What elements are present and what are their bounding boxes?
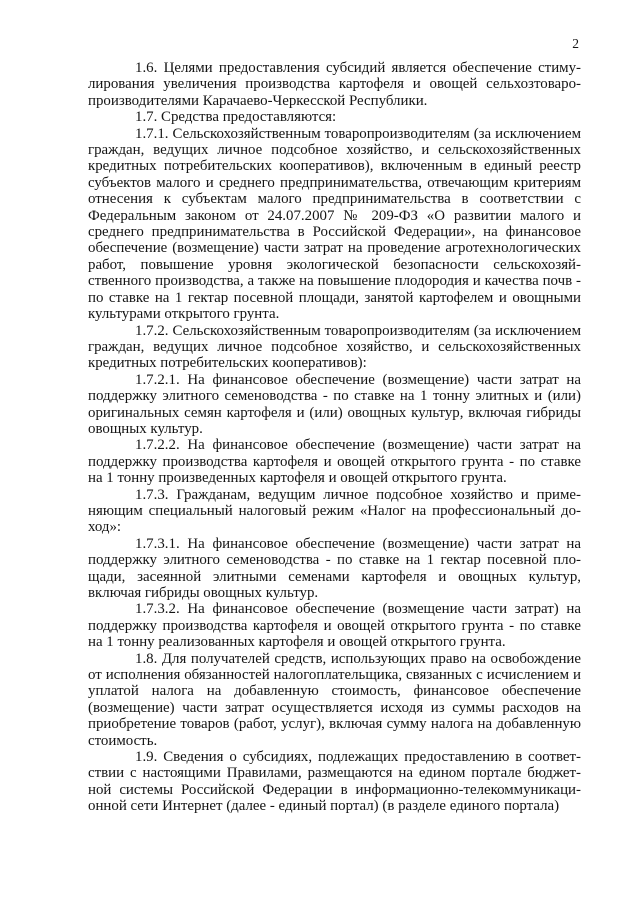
paragraph-1-7-2-1: 1.7.2.1. На финансовое обеспечение (возмещение) части затрат на поддержку элитного семеноводства - по ставке на 1 тонну элитных и (или) оригинальных семян картофеля и (или) овощных культур, включая гибриды овощных культур.: [88, 371, 581, 437]
paragraph-1-8: 1.8. Для получателей средств, использующих право на освобождение от исполнения обязанностей налогоплательщика, связанных с исчислением и уплатой налога на добавленную стоимость, финансовое обеспечение (возмещение) части затрат осуществляется исходя из суммы расходов на приобретение товаров (работ, услуг), включая сумму налога на добавленную стоимость.: [88, 650, 581, 749]
document-body: [88, 60, 581, 815]
paragraph-1-7-2: 1.7.2. Сельскохозяйственным товаропроизводителям (за исключением граждан, ведущих личное подсобное хозяйство, и сельскохозяйственных кредитных потребительских кооперативов):: [88, 322, 581, 372]
paragraph-1-7: 1.7. Средства предоставляются:: [135, 109, 337, 126]
paragraph-1-7-1: 1.7.1. Сельскохозяйственным товаропроизводителям (за исключением граждан, ведущих личное подсобное хозяйство, и сельскохозяйственных кредитных потребительских кооперативов), включенным в единый реестр субъектов малого и среднего предпринимательства, отвечающим критериям отнесения к субъектам малого предпринимательства в соответствии с Федеральным законом от 24.07.2007 № 209-ФЗ «О развитии малого и среднего предпринимательства в Российской Федерации», на финансовое обеспечение (возмещение) части затрат на проведение агротехнологических работ, повышение уровня экологической безопасности сельскохозяйственного производства, а также на повышение плодородия и качества почв - по ставке на 1 гектар посевной площади, занятой картофелем и овощными культурами открытого грунта.: [88, 125, 581, 323]
paragraph-1-7-3: 1.7.3. Гражданам, ведущим личное подсобное хозяйство и применяющим специальный налоговый режим «Налог на профессиональный доход»:: [88, 486, 581, 536]
paragraph-1-7-3-1: 1.7.3.1. На финансовое обеспечение (возмещение) части затрат на поддержку элитного семеноводства - по ставке на 1 гектар посевной площади, засеянной элитными семенами картофеля и овощных культур, включая гибриды овощных культур.: [88, 535, 581, 601]
paragraph-1-6: 1.6. Целями предоставления субсидий является обеспечение стимулирования увеличения производства картофеля и овощей сельхозтоваропроизводителями Карачаево-Черкесской Республики.: [88, 60, 581, 109]
paragraph-1-7-3-2: 1.7.3.2. На финансовое обеспечение (возмещение части затрат) на поддержку производства картофеля и овощей открытого грунта - по ставке на 1 тонну реализованных картофеля и овощей открытого грунта.: [88, 601, 581, 651]
paragraph-1-7-2-2: 1.7.2.2. На финансовое обеспечение (возмещение) части затрат на поддержку производства картофеля и овощей открытого грунта - по ставке на 1 тонну произведенных картофеля и овощей открытого грунта.: [88, 437, 581, 487]
paragraph-1-9: 1.9. Сведения о субсидиях, подлежащих предоставлению в соответствии с настоящими Правилами, размещаются на едином портале бюджетной системы Российской Федерации в информационно-телекоммуникационной сети Интернет (далее - единый портал) (в разделе единого портала): [88, 749, 581, 815]
page-number: 2: [572, 36, 579, 51]
